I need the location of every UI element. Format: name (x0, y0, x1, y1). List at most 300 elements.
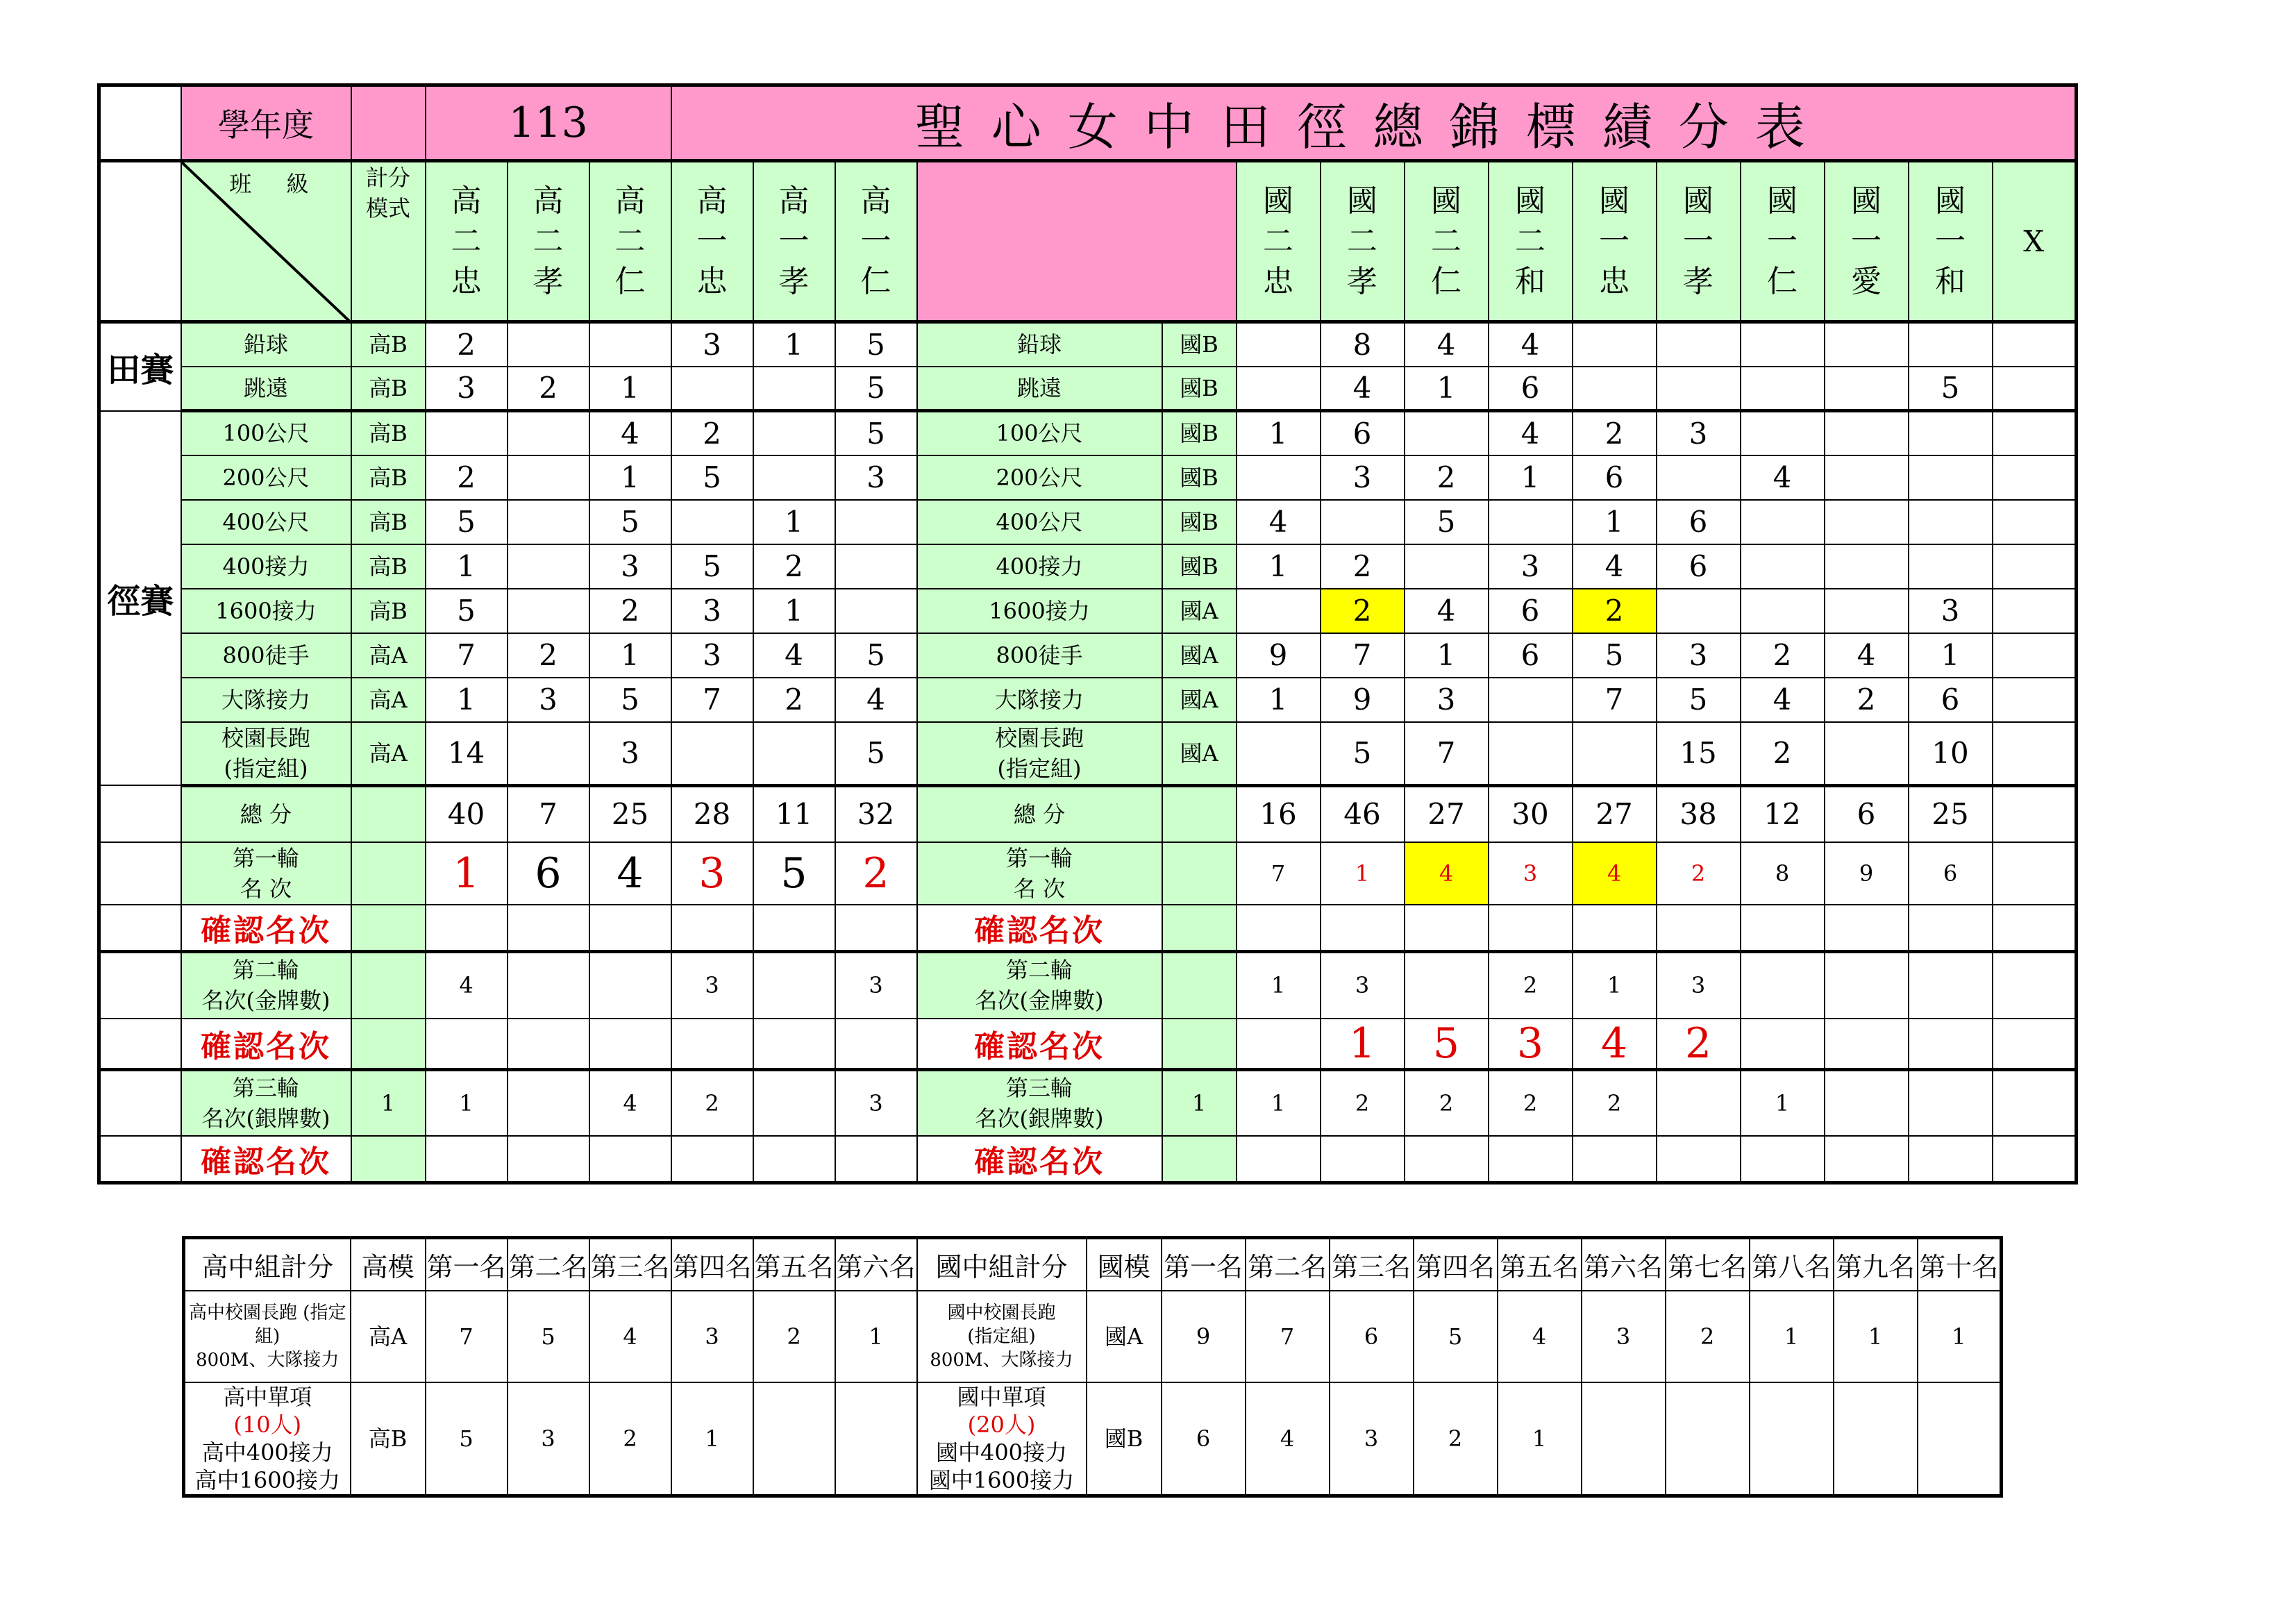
total-mode-blank (351, 785, 426, 842)
score-junior: 3 (1909, 589, 1993, 633)
confirm-mode-blank (1162, 1136, 1237, 1183)
legend-rowB-junior (1582, 1382, 1666, 1496)
legend-rowB-high: 2 (589, 1382, 671, 1496)
round2-high: 4 (426, 952, 508, 1019)
score-junior: 6 (1657, 544, 1741, 589)
round1-rank-high: 5 (753, 842, 835, 905)
event-name: 1600接力 (181, 589, 351, 633)
score-high (835, 544, 917, 589)
legend-rowB-junior: 2 (1414, 1382, 1498, 1496)
class-char: 一 (1935, 223, 1966, 259)
legend-rowB-high: 3 (508, 1382, 589, 1496)
score-junior (1825, 500, 1909, 544)
confirm-high (426, 1019, 508, 1070)
legend-rowA-high-desc (184, 1291, 351, 1382)
class-diagonal-header (181, 161, 351, 322)
score-high: 1 (589, 367, 671, 411)
round1-rank-junior: 9 (1825, 842, 1909, 905)
score-junior (1741, 500, 1825, 544)
legend-rowA-junior: 1 (1750, 1291, 1834, 1382)
score-extra (1993, 411, 2077, 455)
legend-junior-place: 第六名 (1582, 1238, 1666, 1291)
score-high: 2 (508, 367, 589, 411)
score-high (671, 722, 753, 786)
class-char: 二 (614, 223, 646, 259)
event-mode-junior: 國B (1162, 411, 1237, 455)
round3-high (508, 1069, 589, 1136)
category-field: 田賽 (99, 322, 181, 411)
legend-junior-place: 第十名 (1918, 1238, 2002, 1291)
score-junior (1237, 722, 1321, 786)
score-junior: 1 (1405, 367, 1489, 411)
legend-rowA-high: 7 (426, 1291, 508, 1382)
event-mode-junior: 國B (1162, 367, 1237, 411)
confirm-junior (1405, 1136, 1489, 1183)
round2-extra (1993, 952, 2077, 1019)
event-name-junior: 200公尺 (917, 455, 1162, 500)
score-high (508, 322, 589, 367)
total-high: 32 (835, 785, 917, 842)
class-char: 忠 (696, 263, 728, 299)
confirm-high (589, 905, 671, 952)
confirm-mode-blank (351, 1019, 426, 1070)
score-junior (1573, 722, 1657, 786)
event-mode-junior: 國B (1162, 455, 1237, 500)
round3-extra (1993, 1069, 2077, 1136)
round1-mode-blank (1162, 842, 1237, 905)
event-mode-high: 高A (351, 722, 426, 786)
legend-junior-place: 第二名 (1246, 1238, 1330, 1291)
legend-rowB-junior-desc (917, 1382, 1087, 1496)
round3-junior: 2 (1489, 1069, 1573, 1136)
class-high-2 (589, 161, 671, 322)
legend-high-place: 第三名 (589, 1238, 671, 1291)
total-extra (1993, 785, 2077, 842)
confirm-extra (1993, 905, 2077, 952)
class-char: 仁 (614, 263, 646, 299)
legend-rowB-high (835, 1382, 917, 1496)
total-junior: 38 (1657, 785, 1741, 842)
score-high (508, 589, 589, 633)
round1-label-junior: 第一輪 名 次 (917, 842, 1162, 905)
year-spacer (351, 85, 426, 161)
class-junior-3 (1489, 161, 1573, 322)
total-junior: 30 (1489, 785, 1573, 842)
class-junior-5 (1657, 161, 1741, 322)
legend-rowA-junior: 5 (1414, 1291, 1498, 1382)
class-char: 仁 (860, 263, 891, 299)
event-name: 校園長跑 (指定組) (181, 722, 351, 786)
legend-high-place: 第五名 (753, 1238, 835, 1291)
total-junior: 16 (1237, 785, 1321, 842)
event-name-junior: 100公尺 (917, 411, 1162, 455)
blank-left (99, 842, 181, 905)
score-junior (1825, 722, 1909, 786)
total-high: 25 (589, 785, 671, 842)
score-junior: 4 (1573, 544, 1657, 589)
class-char: 二 (1263, 223, 1293, 259)
score-junior: 7 (1573, 678, 1657, 722)
class-char: 孝 (778, 263, 810, 299)
confirm-rank-junior: 4 (1573, 1019, 1657, 1070)
legend-desc-line: 高中單項 (223, 1383, 312, 1410)
class-char: 高 (533, 183, 564, 219)
score-high: 7 (426, 633, 508, 678)
score-high: 3 (835, 455, 917, 500)
event-name: 跳遠 (181, 367, 351, 411)
blank-left (99, 1019, 181, 1070)
score-junior (1573, 367, 1657, 411)
score-junior: 7 (1321, 633, 1405, 678)
legend-rowA-jmode: 國A (1087, 1291, 1162, 1382)
event-name: 200公尺 (181, 455, 351, 500)
confirm-extra (1993, 1019, 2077, 1070)
round2-label: 第二輪 名次(金牌數) (181, 952, 351, 1019)
class-high-1 (508, 161, 589, 322)
confirm-junior (1909, 1136, 1993, 1183)
confirm-label-junior: 確認名次 (917, 1019, 1162, 1070)
event-mode-high: 高A (351, 633, 426, 678)
legend-rowB-junior: 1 (1498, 1382, 1582, 1496)
confirm-high (508, 1136, 589, 1183)
class-char: 忠 (1263, 263, 1293, 299)
category-header-blank (99, 161, 181, 322)
score-high: 3 (426, 367, 508, 411)
legend-high-mode: 高模 (351, 1238, 426, 1291)
class-char: 仁 (1431, 263, 1461, 299)
score-junior (1657, 455, 1741, 500)
blank-left (99, 1069, 181, 1136)
score-high (426, 411, 508, 455)
score-high (508, 455, 589, 500)
year-label: 學年度 (181, 85, 351, 161)
legend-rowB-high-desc (184, 1382, 351, 1496)
legend-junior-place: 第三名 (1330, 1238, 1414, 1291)
score-high (835, 589, 917, 633)
score-high: 2 (753, 544, 835, 589)
event-name-junior: 校園長跑 (指定組) (917, 722, 1162, 786)
round3-junior (1909, 1069, 1993, 1136)
score-junior: 2 (1405, 455, 1489, 500)
event-name: 100公尺 (181, 411, 351, 455)
event-mode-junior: 國B (1162, 500, 1237, 544)
score-junior: 6 (1489, 589, 1573, 633)
legend-junior-place: 第七名 (1666, 1238, 1750, 1291)
score-junior (1489, 722, 1573, 786)
class-char: 高 (614, 183, 646, 219)
round1-rank-high: 3 (671, 842, 753, 905)
score-junior: 4 (1741, 455, 1825, 500)
score-junior (1909, 500, 1993, 544)
score-extra (1993, 455, 2077, 500)
round3-junior: 2 (1321, 1069, 1405, 1136)
score-junior: 4 (1405, 322, 1489, 367)
confirm-label-junior: 確認名次 (917, 1136, 1162, 1183)
score-junior (1741, 589, 1825, 633)
round2-label-junior: 第二輪 名次(金牌數) (917, 952, 1162, 1019)
mode-label: 計分 模式 (351, 161, 426, 322)
score-junior: 3 (1489, 544, 1573, 589)
total-high: 40 (426, 785, 508, 842)
round2-mode-blank (351, 952, 426, 1019)
score-high (671, 500, 753, 544)
confirm-junior (1909, 905, 1993, 952)
legend-junior-place: 第八名 (1750, 1238, 1834, 1291)
score-extra (1993, 367, 2077, 411)
legend-high-title: 高中組計分 (184, 1238, 351, 1291)
score-high: 2 (426, 322, 508, 367)
legend-rowA-high: 2 (753, 1291, 835, 1382)
confirm-junior (1489, 905, 1573, 952)
round3-high: 2 (671, 1069, 753, 1136)
class-high-5 (835, 161, 917, 322)
legend-rowB-junior (1918, 1382, 2002, 1496)
class-char: 一 (696, 223, 728, 259)
class-char: 高 (696, 183, 728, 219)
score-junior: 1 (1573, 500, 1657, 544)
score-high: 5 (589, 500, 671, 544)
round2-junior (1825, 952, 1909, 1019)
event-mode-junior: 國A (1162, 633, 1237, 678)
round1-rank-junior: 3 (1489, 842, 1573, 905)
score-junior (1909, 411, 1993, 455)
class-char: 國 (1263, 183, 1293, 219)
confirm-label: 確認名次 (181, 905, 351, 952)
score-high: 5 (671, 455, 753, 500)
class-char: 一 (1851, 223, 1882, 259)
confirm-extra (1993, 1136, 2077, 1183)
score-high (508, 544, 589, 589)
confirm-junior (1321, 1136, 1405, 1183)
legend-rowA-high: 3 (671, 1291, 753, 1382)
score-high: 5 (671, 544, 753, 589)
class-char: 高 (860, 183, 891, 219)
class-junior-6 (1741, 161, 1825, 322)
event-name: 400公尺 (181, 500, 351, 544)
score-high: 7 (671, 678, 753, 722)
event-mode-junior: 國A (1162, 722, 1237, 786)
score-junior (1825, 544, 1909, 589)
legend-rowA-junior: 1 (1918, 1291, 2002, 1382)
page-title: 聖心女中田徑總錦標績分表 (671, 85, 2077, 161)
confirm-rank-junior (1237, 1019, 1321, 1070)
round3-label-junior: 第三輪 名次(銀牌數) (917, 1069, 1162, 1136)
round3-mode-junior: 1 (1162, 1069, 1237, 1136)
event-mode-high: 高B (351, 411, 426, 455)
score-junior (1825, 411, 1909, 455)
class-char: 國 (1347, 183, 1377, 219)
confirm-rank-junior: 5 (1405, 1019, 1489, 1070)
score-high (753, 455, 835, 500)
event-mode-junior: 國B (1162, 322, 1237, 367)
score-high: 5 (835, 722, 917, 786)
total-high: 7 (508, 785, 589, 842)
event-mode-high: 高B (351, 544, 426, 589)
score-junior: 5 (1657, 678, 1741, 722)
round1-extra (1993, 842, 2077, 905)
score-high (753, 367, 835, 411)
score-junior (1237, 589, 1321, 633)
round1-mode-blank (351, 842, 426, 905)
round3-high: 3 (835, 1069, 917, 1136)
score-junior: 1 (1489, 455, 1573, 500)
event-mode-high: 高B (351, 367, 426, 411)
score-table (97, 83, 2078, 1184)
round2-junior (1405, 952, 1489, 1019)
score-high: 5 (589, 678, 671, 722)
round3-junior (1657, 1069, 1741, 1136)
divider-pink-block (917, 161, 1237, 322)
score-extra (1993, 678, 2077, 722)
confirm-junior (1321, 905, 1405, 952)
legend-rowA-junior: 9 (1162, 1291, 1246, 1382)
score-extra (1993, 589, 2077, 633)
score-high: 1 (426, 678, 508, 722)
total-mode-blank (1162, 785, 1237, 842)
legend-rowA-high: 1 (835, 1291, 917, 1382)
round1-rank-junior: 4 (1573, 842, 1657, 905)
score-high (508, 722, 589, 786)
score-high (753, 411, 835, 455)
confirm-junior (1825, 905, 1909, 952)
score-junior: 5 (1321, 722, 1405, 786)
total-label: 總 分 (181, 785, 351, 842)
legend-rowA-junior: 7 (1246, 1291, 1330, 1382)
blank-left (99, 1136, 181, 1183)
legend-junior-place: 第九名 (1834, 1238, 1918, 1291)
legend-desc-line: (指定組) (967, 1325, 1036, 1347)
confirm-high (835, 1136, 917, 1183)
total-high: 28 (671, 785, 753, 842)
score-junior (1657, 589, 1741, 633)
score-high: 5 (835, 367, 917, 411)
score-high: 1 (426, 544, 508, 589)
class-extra: X (1993, 161, 2077, 322)
confirm-label-junior: 確認名次 (917, 905, 1162, 952)
score-high (753, 722, 835, 786)
blank-left (99, 952, 181, 1019)
total-junior: 27 (1405, 785, 1489, 842)
round2-high: 3 (671, 952, 753, 1019)
event-mode-high: 高B (351, 322, 426, 367)
confirm-junior (1237, 905, 1321, 952)
confirm-junior (1489, 1136, 1573, 1183)
legend-desc-line: 高中校園長跑 (指定 (189, 1302, 346, 1323)
confirm-junior (1405, 905, 1489, 952)
class-char: 二 (1347, 223, 1377, 259)
legend-rowB-high (753, 1382, 835, 1496)
round2-junior (1909, 952, 1993, 1019)
event-mode-junior: 國A (1162, 589, 1237, 633)
score-extra (1993, 500, 2077, 544)
score-junior: 9 (1237, 633, 1321, 678)
score-junior: 5 (1909, 367, 1993, 411)
round1-rank-high: 6 (508, 842, 589, 905)
class-junior-7 (1825, 161, 1909, 322)
class-junior-2 (1405, 161, 1489, 322)
legend-rowA-high: 4 (589, 1291, 671, 1382)
class-char: 一 (860, 223, 891, 259)
score-junior: 6 (1573, 455, 1657, 500)
score-high: 5 (835, 322, 917, 367)
round1-rank-junior: 4 (1405, 842, 1489, 905)
score-junior (1405, 544, 1489, 589)
legend-rowB-high: 1 (671, 1382, 753, 1496)
legend-rowA-junior: 3 (1582, 1291, 1666, 1382)
total-junior: 12 (1741, 785, 1825, 842)
confirm-junior (1237, 1136, 1321, 1183)
score-junior: 4 (1405, 589, 1489, 633)
score-junior: 2 (1321, 544, 1405, 589)
event-name: 800徒手 (181, 633, 351, 678)
confirm-high (835, 1019, 917, 1070)
event-mode-junior: 國B (1162, 544, 1237, 589)
score-high: 1 (753, 322, 835, 367)
class-char: 國 (1599, 183, 1629, 219)
round1-label: 第一輪 名 次 (181, 842, 351, 905)
legend-desc-line: 800M、大隊接力 (930, 1349, 1073, 1371)
event-mode-junior: 國A (1162, 678, 1237, 722)
class-high-4 (753, 161, 835, 322)
score-high: 4 (589, 411, 671, 455)
score-junior: 2 (1573, 589, 1657, 633)
score-junior (1741, 322, 1825, 367)
score-extra (1993, 322, 2077, 367)
round2-high (753, 952, 835, 1019)
score-high (835, 500, 917, 544)
score-high: 3 (671, 589, 753, 633)
score-high: 3 (589, 722, 671, 786)
score-junior: 2 (1321, 589, 1405, 633)
round3-junior: 1 (1237, 1069, 1321, 1136)
legend-rowA-junior: 6 (1330, 1291, 1414, 1382)
class-label: 班 級 (229, 171, 323, 197)
score-high: 5 (835, 633, 917, 678)
legend-desc-line: (10人) (233, 1411, 302, 1438)
score-junior: 4 (1825, 633, 1909, 678)
score-junior (1825, 322, 1909, 367)
score-junior: 2 (1741, 633, 1825, 678)
score-junior: 7 (1405, 722, 1489, 786)
round2-junior: 1 (1237, 952, 1321, 1019)
confirm-mode-blank (351, 1136, 426, 1183)
legend-high-place: 第四名 (671, 1238, 753, 1291)
score-high: 4 (753, 633, 835, 678)
score-junior (1741, 411, 1825, 455)
score-junior (1909, 322, 1993, 367)
class-char: 一 (778, 223, 810, 259)
event-name-junior: 1600接力 (917, 589, 1162, 633)
legend-desc-line: (20人) (967, 1411, 1036, 1438)
score-high: 5 (426, 500, 508, 544)
event-mode-high: 高A (351, 678, 426, 722)
round3-high: 1 (426, 1069, 508, 1136)
confirm-high (671, 1019, 753, 1070)
confirm-junior (1825, 1136, 1909, 1183)
score-junior (1741, 544, 1825, 589)
legend-rowB-junior (1750, 1382, 1834, 1496)
score-junior (1237, 455, 1321, 500)
score-high: 14 (426, 722, 508, 786)
score-junior (1741, 367, 1825, 411)
score-junior (1825, 367, 1909, 411)
round1-rank-junior: 7 (1237, 842, 1321, 905)
score-junior: 4 (1741, 678, 1825, 722)
event-name: 大隊接力 (181, 678, 351, 722)
class-char: 國 (1767, 183, 1798, 219)
score-high: 2 (753, 678, 835, 722)
legend-desc-line: 國中1600接力 (928, 1466, 1075, 1493)
